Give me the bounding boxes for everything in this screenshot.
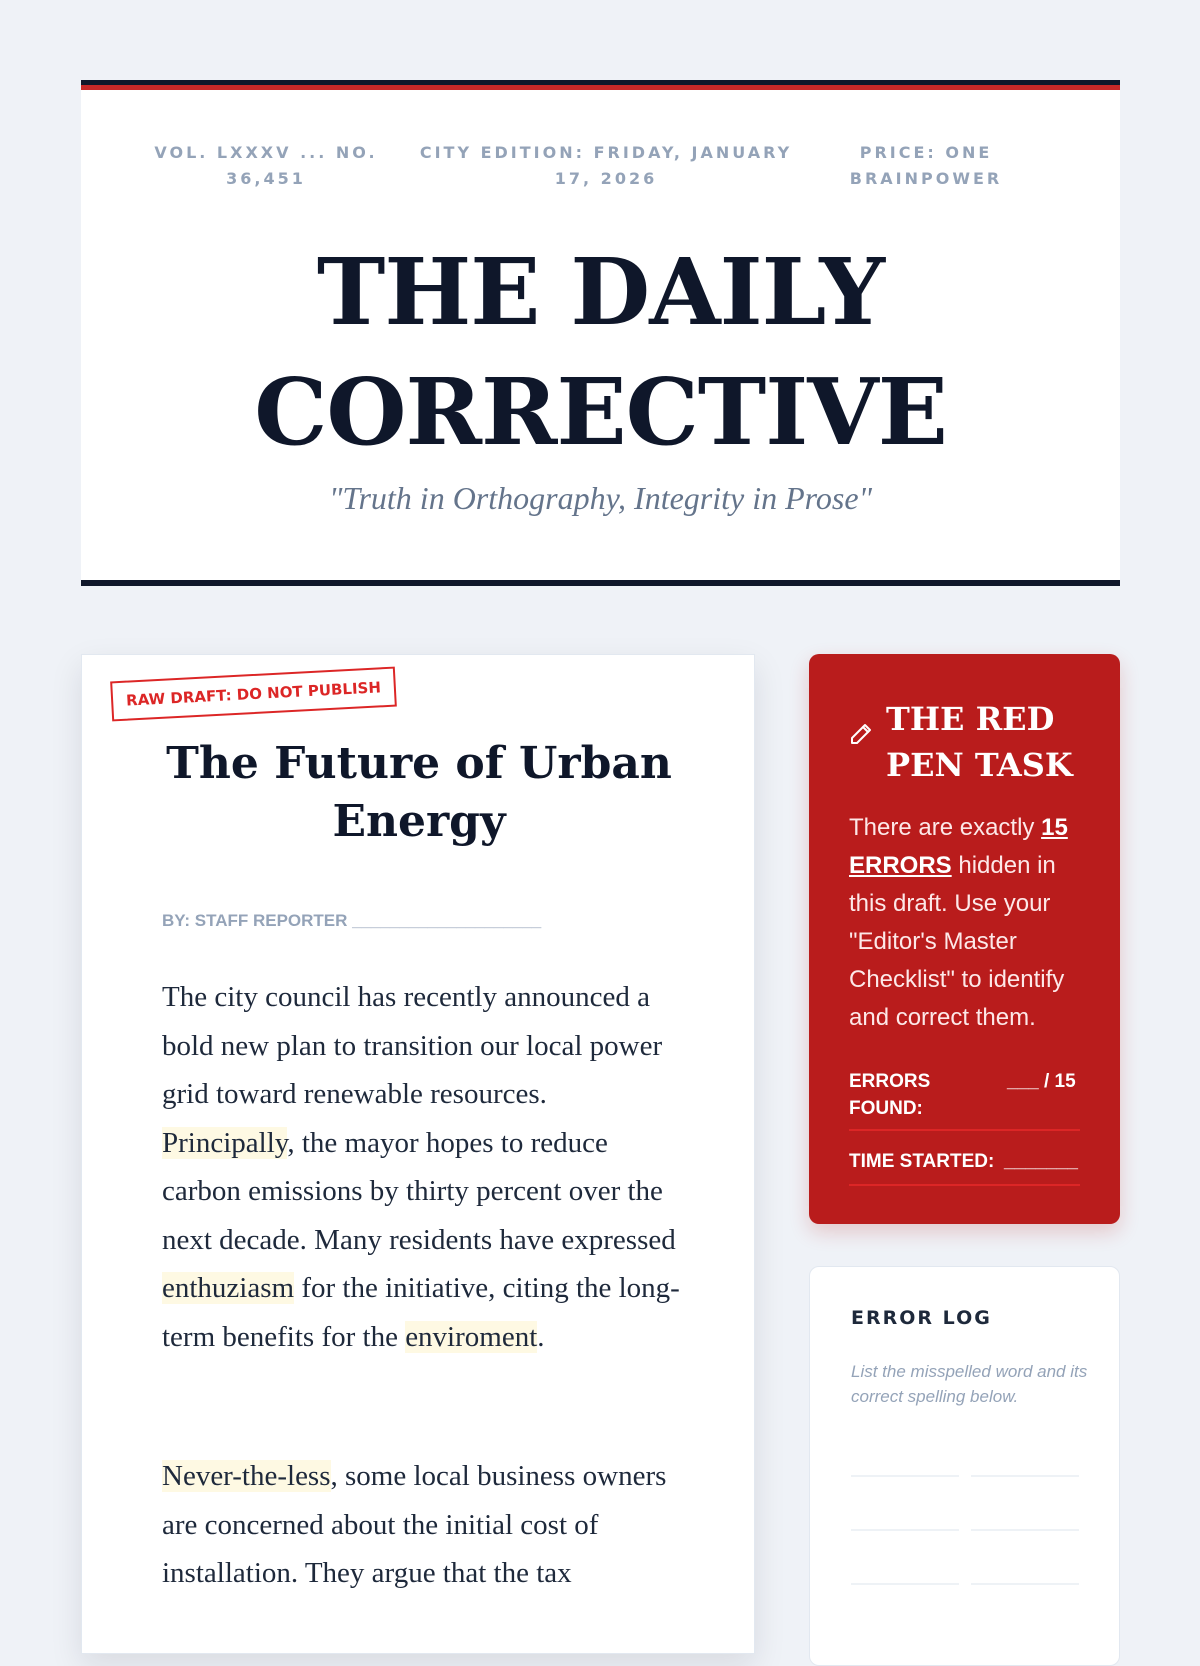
error-log-entry-misspelled[interactable] — [851, 1475, 959, 1477]
time-started-field[interactable] — [849, 1148, 1080, 1186]
red-pen-task-card — [809, 654, 1120, 1224]
article-text: The city council has recently announced a bold new plan to transition our local power grid toward renewable resources. — [162, 981, 663, 1110]
error-log-entry-misspelled[interactable] — [851, 1529, 959, 1531]
flagged-word[interactable]: Principally — [162, 1126, 288, 1159]
newspaper-title-line2: CORRECTIVE — [254, 358, 947, 466]
time-started-label: TIME STARTED: — [849, 1151, 995, 1172]
draft-stamp: RAW DRAFT: DO NOT PUBLISH — [110, 667, 397, 722]
error-log-entry-correction[interactable] — [971, 1529, 1079, 1531]
error-log-card — [809, 1266, 1120, 1666]
tagline: "Truth in Orthography, Integrity in Prose" — [328, 480, 873, 516]
article-paragraph-1 — [162, 973, 682, 1361]
article-text: , some local business owners are concerned about the initial cost of installation. They argue that the tax — [162, 1460, 667, 1589]
error-log-entry-correction[interactable] — [971, 1475, 1079, 1477]
price: PRICE: ONE BRAINPOWER — [849, 143, 1003, 188]
article-text: for the initiative, citing the long-term benefits for the — [162, 1272, 680, 1353]
errors-found-value[interactable]: ___ / 15 — [1007, 1071, 1076, 1092]
error-log-hint: List the misspelled word and its correct spelling below. — [851, 1362, 1088, 1406]
error-log-title: ERROR LOG — [851, 1307, 992, 1329]
task-instructions-pre: There are exactly — [849, 814, 1042, 841]
error-log-entry-correction[interactable] — [971, 1583, 1079, 1585]
task-title: THE RED PEN TASK — [886, 700, 1073, 784]
edition-date: CITY EDITION: FRIDAY, JANUARY 17, 2026 — [419, 143, 793, 188]
masthead — [81, 80, 1120, 586]
article-headline: The Future of Urban Energy — [166, 738, 672, 847]
article-text: , the mayor hopes to reduce carbon emissions by thirty percent over the next decade. Many residents have expressed — [162, 1126, 676, 1256]
task-instructions — [849, 809, 1089, 1037]
article-draft — [81, 654, 755, 1654]
article-text: . — [537, 1320, 545, 1353]
errors-found-label: ERRORS FOUND: — [849, 1071, 931, 1119]
task-instructions-post: hidden in this draft. Use your "Editor's Master Checklist" to identify and correct them. — [849, 852, 1065, 1031]
article-paragraph-2 — [162, 1452, 682, 1598]
flagged-word[interactable]: enviroment — [405, 1320, 538, 1353]
flagged-word[interactable]: enthuziasm — [162, 1272, 295, 1304]
time-started-value[interactable]: _______ — [1004, 1151, 1078, 1172]
error-log-entry-misspelled[interactable] — [851, 1583, 959, 1585]
volume-number: VOL. LXXXV ... NO. 36,451 — [154, 143, 378, 188]
masthead-red-rule — [81, 85, 1120, 90]
flagged-word[interactable]: Never-the-less — [162, 1460, 331, 1492]
newspaper-title-line1: THE DAILY — [316, 238, 885, 346]
error-count-emphasis: 15 ERRORS — [849, 814, 1068, 879]
pencil-icon — [849, 722, 873, 746]
newspaper-title — [81, 232, 1120, 472]
errors-found-field[interactable] — [849, 1068, 1080, 1131]
byline: BY: STAFF REPORTER ____________________ — [162, 911, 542, 930]
